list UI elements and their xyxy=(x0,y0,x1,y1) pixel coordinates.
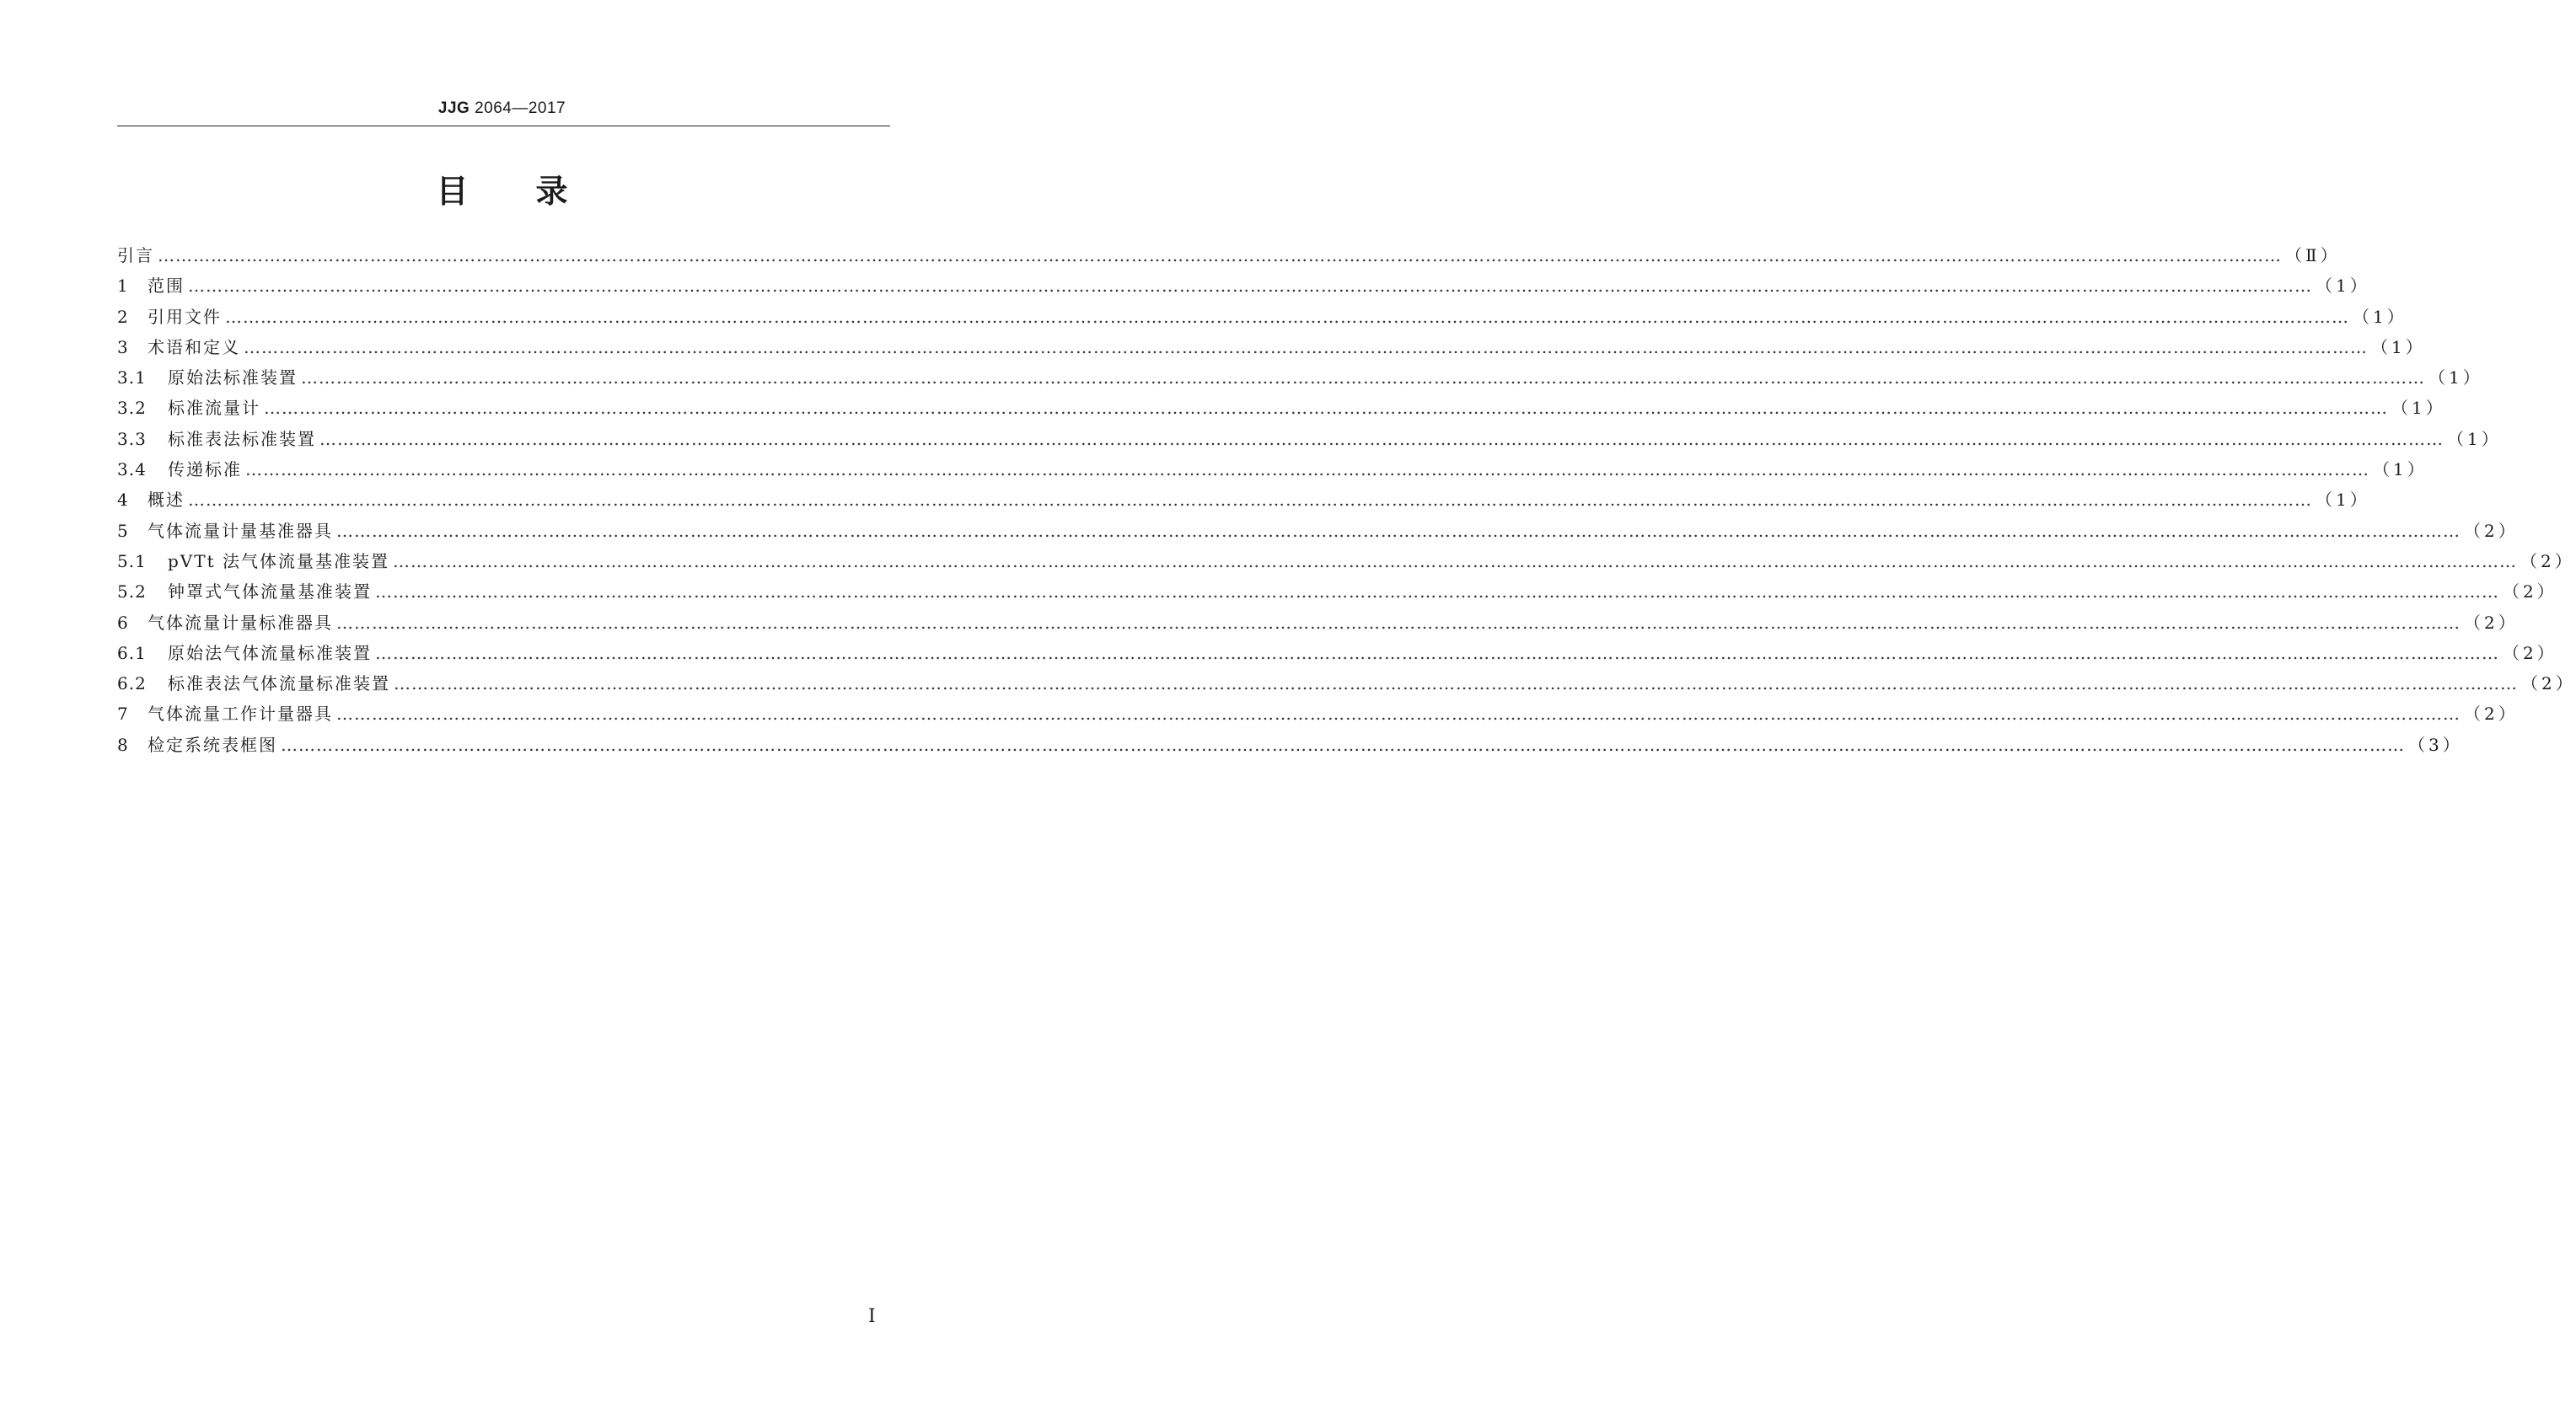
toc-entry-number: 8 xyxy=(117,734,129,755)
toc-entry-number: 6.1 xyxy=(117,642,147,663)
toc-entry-label: 气体流量计量标准器具 xyxy=(148,612,333,633)
toc-entry-label: 标准表法标准装置 xyxy=(168,428,316,449)
toc-leader-dots: ……………………………………………………………………………………………………………………………………………………………………………………………………………………………………………………………………………………………………………………………… xyxy=(281,734,2405,755)
toc-entry xyxy=(117,609,2519,640)
toc-leader-dots: ……………………………………………………………………………………………………………………………………………………………………………………………………………………………………………………………………………………………………………………………… xyxy=(188,276,2312,297)
toc-entry-page: （1） xyxy=(2447,428,2502,449)
toc-leader-dots: ……………………………………………………………………………………………………………………………………………………………………………………………………………………………………………………………………………………………………………………………… xyxy=(392,550,2517,571)
toc-leader-dots: ……………………………………………………………………………………………………………………………………………………………………………………………………………………………………………………………………………………………………………………………… xyxy=(336,612,2461,633)
toc-entry-label: 气体流量工作计量器具 xyxy=(148,704,333,725)
toc-entry xyxy=(117,670,2576,700)
toc-entry-number: 7 xyxy=(117,704,129,725)
toc-leader-dots: ……………………………………………………………………………………………………………………………………………………………………………………………………………………………………………………………………………………………………………………………… xyxy=(245,459,2369,480)
page-number: Ⅰ xyxy=(868,1306,876,1327)
toc-entry-label: 原始法标准装置 xyxy=(168,367,298,388)
toc-entry-page: （1） xyxy=(2373,459,2428,480)
toc-entry xyxy=(117,486,2370,517)
toc-entry-page: （2） xyxy=(2503,581,2557,602)
toc-entry-page: （1） xyxy=(2316,490,2370,511)
toc-entry xyxy=(117,272,2370,303)
toc-entry-label: 引用文件 xyxy=(148,306,222,327)
toc-entry-label: 术语和定义 xyxy=(148,336,240,357)
toc-leader-dots: ……………………………………………………………………………………………………………………………………………………………………………………………………………………………………………………………………………………………………………………………… xyxy=(319,428,2444,449)
toc-entry-label: 钟罩式气体流量基准装置 xyxy=(168,581,372,602)
toc-leader-dots: ……………………………………………………………………………………………………………………………………………………………………………………………………………………………………………………………………………………………………………………………… xyxy=(225,306,2349,327)
standard-code: JJG xyxy=(437,99,470,117)
toc-entry-number: 3.3 xyxy=(117,428,147,449)
page-title: 目录 xyxy=(436,173,636,210)
toc-leader-dots: ……………………………………………………………………………………………………………………………………………………………………………………………………………………………………………………………………………………………………………………………… xyxy=(336,520,2461,541)
toc-entry xyxy=(117,731,2463,762)
toc-entry-number: 5.1 xyxy=(117,550,147,571)
toc-leader-dots: ……………………………………………………………………………………………………………………………………………………………………………………………………………………………………………………………………………………………………………………………… xyxy=(158,245,2282,265)
toc-entry xyxy=(117,640,2557,670)
toc-leader-dots: ……………………………………………………………………………………………………………………………………………………………………………………………………………………………………………………………………………………………………………………………… xyxy=(264,398,2388,419)
toc-entry-label: 范围 xyxy=(148,276,185,297)
toc-entry-number: 1 xyxy=(117,276,129,297)
running-header xyxy=(0,99,1004,118)
toc-entry xyxy=(117,364,2483,394)
toc-entry xyxy=(117,426,2502,456)
toc-entry-page: （2） xyxy=(2503,642,2557,663)
toc-entry-label: 传递标准 xyxy=(168,459,242,480)
toc-entry-label: 标准流量计 xyxy=(168,398,260,419)
toc-entry xyxy=(117,517,2519,548)
standard-number: 2064—2017 xyxy=(475,99,566,117)
toc-leader-dots: ……………………………………………………………………………………………………………………………………………………………………………………………………………………………………………………………………………………………………………………………… xyxy=(301,367,2425,388)
toc-leader-dots: ……………………………………………………………………………………………………………………………………………………………………………………………………………………………………………………………………………………………………………………………… xyxy=(394,673,2518,694)
toc-entry-label: 引言 xyxy=(117,245,154,265)
toc-entry-page: （1） xyxy=(2428,367,2483,388)
toc-entry-page: （2） xyxy=(2521,673,2576,694)
toc-entry-page: （1） xyxy=(2316,276,2370,297)
table-of-contents xyxy=(117,242,2576,762)
toc-entry-page: （2） xyxy=(2464,520,2519,541)
toc-entry xyxy=(117,394,2446,425)
toc-entry-number: 6.2 xyxy=(117,673,147,694)
toc-entry-number: 4 xyxy=(117,490,129,511)
toc-leader-dots: ……………………………………………………………………………………………………………………………………………………………………………………………………………………………………………………………………………………………………………………………… xyxy=(336,704,2461,725)
toc-entry-number: 3.2 xyxy=(117,398,147,419)
toc-entry-page: （2） xyxy=(2520,550,2575,571)
toc-entry-label: 原始法气体流量标准装置 xyxy=(168,642,372,663)
toc-entry-page: （3） xyxy=(2408,734,2463,755)
toc-entry xyxy=(117,242,2341,272)
toc-entry-page: （1） xyxy=(2391,398,2446,419)
toc-entry-page: （2） xyxy=(2464,704,2519,725)
toc-entry xyxy=(117,700,2519,731)
toc-entry-label: 标准表法气体流量标准装置 xyxy=(168,673,390,694)
toc-entry-number: 2 xyxy=(117,306,129,327)
toc-entry-label: 气体流量计量基准器具 xyxy=(148,520,333,541)
toc-leader-dots: ……………………………………………………………………………………………………………………………………………………………………………………………………………………………………………………………………………………………………………………………… xyxy=(375,642,2499,663)
toc-entry xyxy=(117,456,2428,486)
toc-entry-label: 检定系统表框图 xyxy=(148,734,277,755)
toc-entry-page: （Ⅱ） xyxy=(2285,245,2341,265)
toc-leader-dots: ……………………………………………………………………………………………………………………………………………………………………………………………………………………………………………………………………………………………………………………………… xyxy=(244,336,2368,357)
toc-entry-number: 5 xyxy=(117,520,129,541)
toc-entry xyxy=(117,334,2426,364)
toc-entry-number: 5.2 xyxy=(117,581,147,602)
toc-entry-page: （1） xyxy=(2353,306,2407,327)
toc-entry-number: 3.4 xyxy=(117,459,147,480)
toc-entry-number: 3 xyxy=(117,336,129,357)
toc-entry-label: pVTt 法气体流量基准装置 xyxy=(168,550,389,571)
toc-entry xyxy=(117,303,2407,334)
toc-entry-number: 3.1 xyxy=(117,367,147,388)
toc-entry-number: 6 xyxy=(117,612,129,633)
toc-leader-dots: ……………………………………………………………………………………………………………………………………………………………………………………………………………………………………………………………………………………………………………………………… xyxy=(375,581,2499,602)
toc-entry-page: （2） xyxy=(2464,612,2519,633)
toc-entry xyxy=(117,548,2575,578)
toc-entry-label: 概述 xyxy=(148,490,185,511)
toc-entry-page: （1） xyxy=(2371,336,2426,357)
toc-entry xyxy=(117,578,2557,608)
toc-leader-dots: ……………………………………………………………………………………………………………………………………………………………………………………………………………………………………………………………………………………………………………………………… xyxy=(188,490,2312,511)
